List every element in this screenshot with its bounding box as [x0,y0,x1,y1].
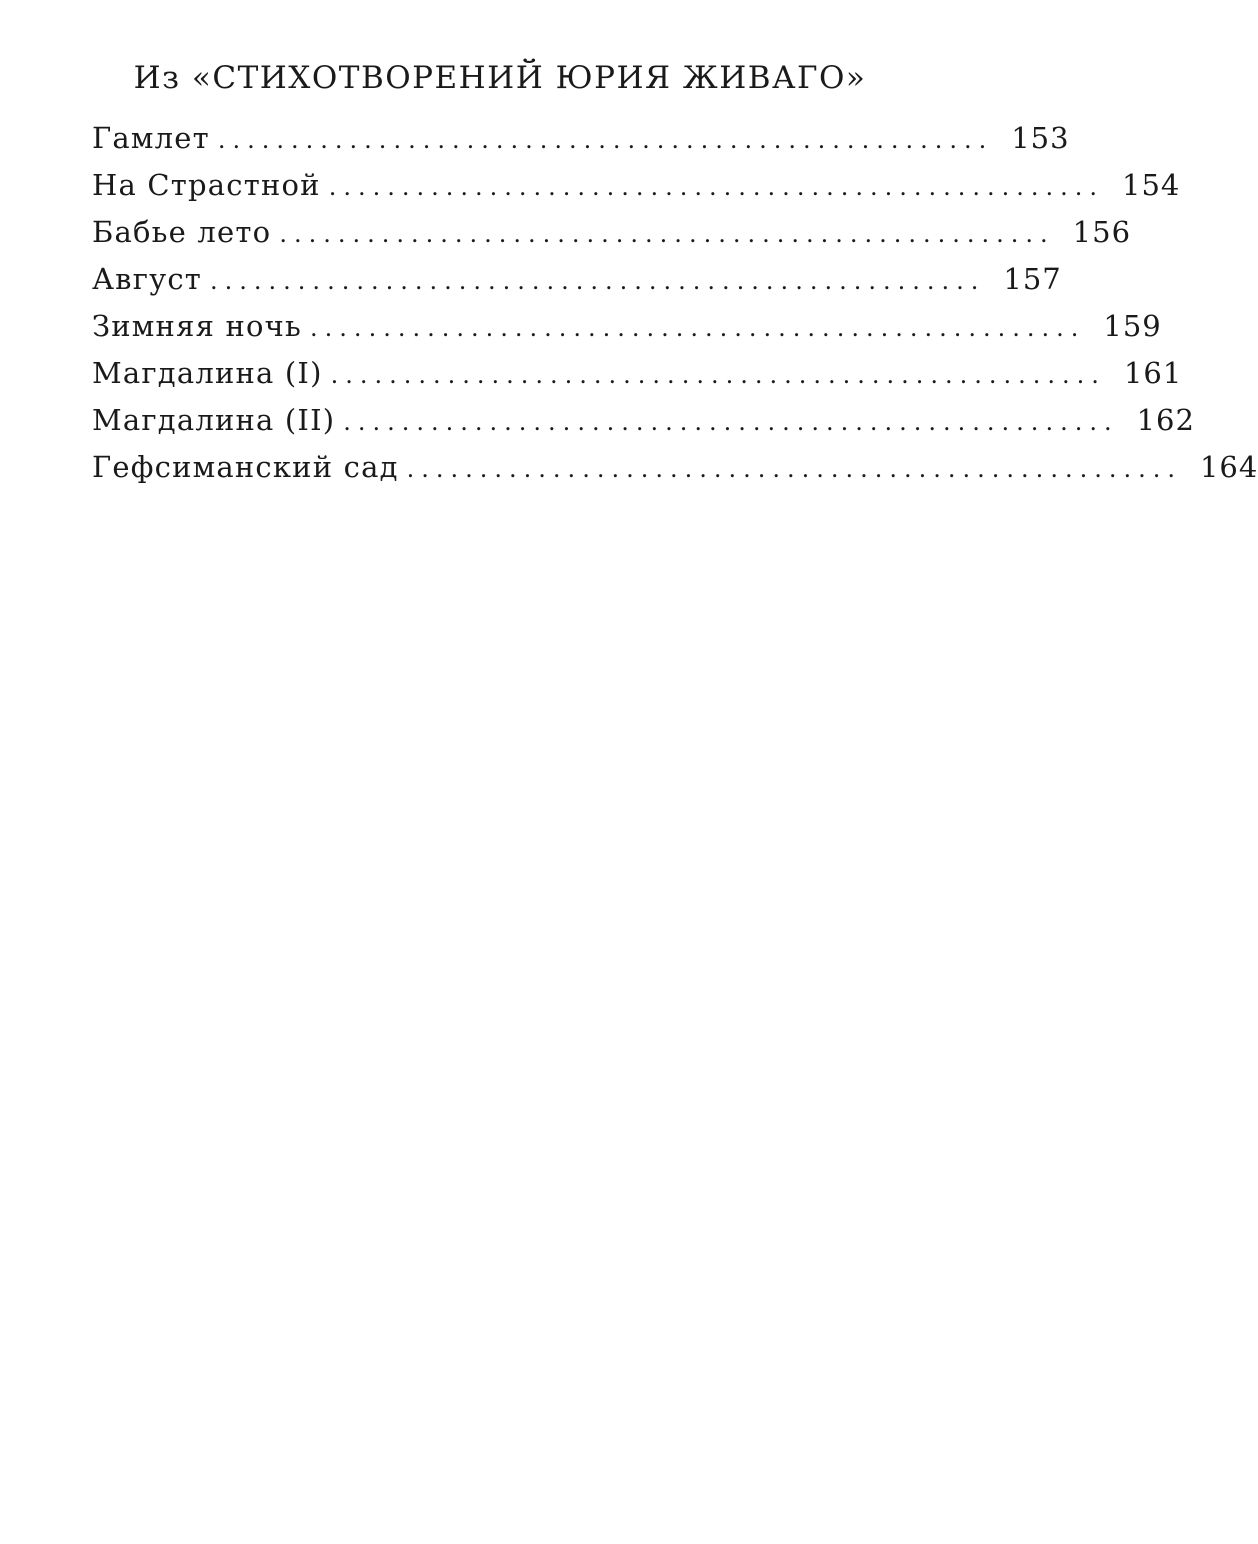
toc-entry-page: 159 [1103,309,1162,343]
toc-entry-title: Гамлет [92,121,210,155]
toc-entry-title: Магдалина (I) [92,356,323,390]
toc-entry [92,256,1062,303]
toc-entry-title: Август [92,262,203,296]
dot-leader: ..................................................... [279,220,1055,248]
toc-entry-page: 154 [1122,168,1181,202]
toc-entry-title: На Страстной [92,168,321,202]
toc-entry-page: 157 [1003,262,1062,296]
dot-leader: ..................................................... [406,455,1182,483]
table-of-contents [92,115,1258,491]
toc-entry-page: 161 [1123,356,1183,390]
toc-entry [92,303,1162,350]
dot-leader: ..................................................... [310,314,1086,342]
toc-entry [92,115,1070,162]
toc-entry-page: 162 [1136,403,1195,437]
toc-entry [92,350,1183,397]
section-title: Из «СТИХОТВОРЕНИЙ ЮРИЯ ЖИВАГО» [133,60,867,96]
toc-entry-title: Гефсиманский сад [92,450,399,484]
toc-entry-title: Зимняя ночь [92,309,303,343]
toc-entry-page: 156 [1072,215,1132,249]
toc-entry [92,162,1181,209]
toc-entry [92,397,1195,444]
dot-leader: ..................................................... [330,361,1106,389]
toc-entry-page: 164 [1199,450,1258,484]
toc-entry-title: Магдалина (II) [92,403,336,437]
toc-entry-page: 153 [1011,121,1070,155]
toc-entry [92,444,1258,491]
dot-leader: ..................................................... [343,408,1119,436]
dot-leader: ..................................................... [328,173,1105,201]
dot-leader: ..................................................... [217,126,994,154]
toc-entry-title: Бабье лето [92,215,272,249]
dot-leader: ..................................................... [210,267,986,295]
toc-entry [92,209,1132,256]
